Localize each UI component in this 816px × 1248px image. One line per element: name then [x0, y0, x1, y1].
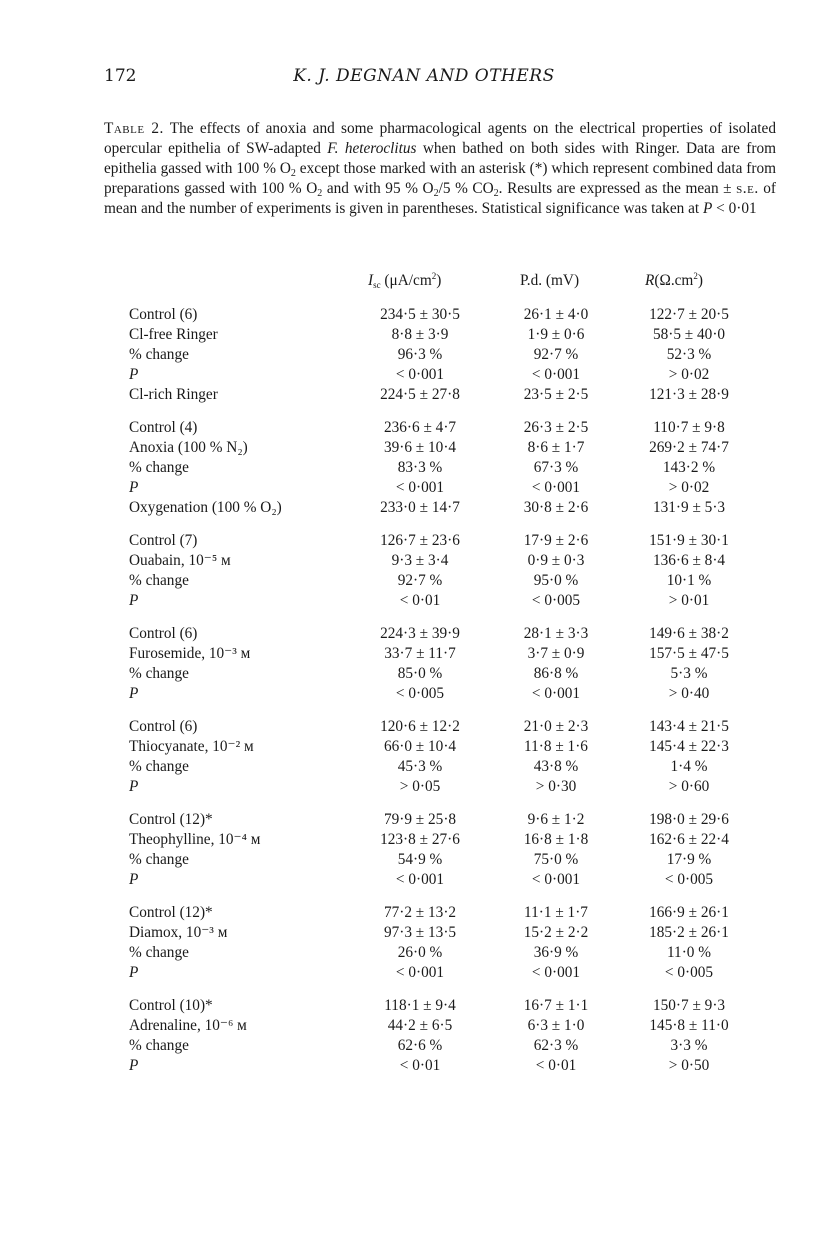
p-symbol: P	[702, 200, 713, 217]
caption-text: and with 95 % O	[322, 180, 434, 197]
table-row	[0, 438, 816, 458]
cell-resistance: 185·2 ± 26·1	[649, 924, 729, 941]
table-row	[0, 830, 816, 850]
row-label: Diamox, 10⁻³ ᴍ	[129, 924, 228, 941]
cell-isc: < 0·001	[395, 366, 445, 383]
row-label: Thiocyanate, 10⁻² ᴍ	[129, 738, 254, 755]
subscript: 2	[433, 188, 439, 199]
row-label: % change	[129, 346, 189, 363]
cell-pd: < 0·001	[531, 964, 581, 981]
table-row	[0, 325, 816, 345]
data-table	[0, 305, 816, 1089]
row-label: Adrenaline, 10⁻⁶ ᴍ	[129, 1017, 247, 1034]
cell-resistance: > 0·02	[668, 366, 710, 383]
caption-text: The effects of anoxia and some pharmacological agents on the electrical properties of isolated opercular epithelia of SW-adapted	[104, 120, 776, 157]
cell-resistance: < 0·005	[664, 964, 714, 981]
cell-resistance: 150·7 ± 9·3	[652, 997, 726, 1014]
cell-pd: 95·0 %	[533, 572, 579, 589]
table-row	[0, 365, 816, 385]
row-label: Control (10)*	[129, 997, 213, 1014]
cell-pd: 23·5 ± 2·5	[523, 386, 589, 403]
row-label: P	[129, 366, 139, 383]
caption-text: /5 % CO	[438, 180, 494, 197]
row-label: Cl-free Ringer	[129, 326, 218, 343]
caption-text: . Results are expressed as the mean ±	[498, 180, 737, 197]
row-label: % change	[129, 851, 189, 868]
cell-resistance: 143·4 ± 21·5	[649, 718, 729, 735]
species-name: F. heteroclitus	[327, 140, 417, 157]
cell-pd: 0·9 ± 0·3	[527, 552, 585, 569]
cell-resistance: > 0·40	[668, 685, 710, 702]
cell-isc: 234·5 ± 30·5	[380, 306, 460, 323]
cell-resistance: 3·3 %	[670, 1037, 708, 1054]
cell-pd: 3·7 ± 0·9	[527, 645, 585, 662]
cell-resistance: 269·2 ± 74·7	[649, 439, 729, 456]
table-row	[0, 850, 816, 870]
row-label: Cl-rich Ringer	[129, 386, 218, 403]
cell-isc: 96·3 %	[397, 346, 443, 363]
row-label: P	[129, 871, 139, 888]
row-label: P	[129, 1057, 139, 1074]
row-label: P	[129, 592, 139, 609]
caption-text: except those marked with an asterisk (*) which represent combined data from preparations gassed with 100 % O	[104, 160, 776, 197]
cell-resistance: 122·7 ± 20·5	[649, 306, 729, 323]
row-label: P	[129, 479, 139, 496]
cell-pd: 21·0 ± 2·3	[523, 718, 589, 735]
cell-pd: 11·8 ± 1·6	[524, 738, 588, 755]
cell-pd: 92·7 %	[533, 346, 579, 363]
cell-isc: < 0·01	[399, 1057, 441, 1074]
cell-resistance: 1·4 %	[670, 758, 708, 775]
cell-pd: 26·1 ± 4·0	[523, 306, 589, 323]
row-label: Control (4)	[129, 419, 198, 436]
cell-resistance: 10·1 %	[666, 572, 712, 589]
table-row	[0, 996, 816, 1016]
cell-resistance: > 0·60	[668, 778, 710, 795]
cell-isc: 77·2 ± 13·2	[383, 904, 457, 921]
cell-resistance: 198·0 ± 29·6	[649, 811, 729, 828]
table-group	[0, 996, 816, 1076]
caption-text: when bathed on both sides with Ringer. Data are from epithelia gassed with 100 % O	[104, 140, 777, 177]
row-label: Ouabain, 10⁻⁵ ᴍ	[129, 552, 231, 569]
row-label: P	[129, 964, 139, 981]
cell-resistance: 5·3 %	[670, 665, 708, 682]
table-row	[0, 943, 816, 963]
cell-isc: 123·8 ± 27·6	[380, 831, 460, 848]
row-label: Control (12)*	[129, 904, 213, 921]
row-label: P	[129, 685, 139, 702]
table-group	[0, 624, 816, 704]
row-label: Control (6)	[129, 718, 198, 735]
cell-resistance: 136·6 ± 8·4	[652, 552, 726, 569]
table-row	[0, 644, 816, 664]
se-abbrev: s.e.	[736, 180, 759, 197]
table-group	[0, 903, 816, 983]
row-label: % change	[129, 665, 189, 682]
row-label: % change	[129, 1037, 189, 1054]
cell-pd: 43·8 %	[533, 758, 579, 775]
caption-text: of mean and the number of experiments is given in parentheses. Statistical significance was taken at	[104, 180, 777, 217]
cell-resistance: 17·9 %	[666, 851, 712, 868]
cell-resistance: 162·6 ± 22·4	[649, 831, 729, 848]
cell-isc: 83·3 %	[397, 459, 443, 476]
cell-isc: 97·3 ± 13·5	[383, 924, 457, 941]
cell-resistance: 110·7 ± 9·8	[653, 419, 725, 436]
running-head: K. J. DEGNAN AND OTHERS	[293, 66, 555, 86]
cell-pd: < 0·001	[531, 366, 581, 383]
cell-isc: 9·3 ± 3·4	[391, 552, 449, 569]
cell-isc: < 0·001	[395, 479, 445, 496]
cell-isc: < 0·001	[395, 871, 445, 888]
cell-pd: > 0·30	[535, 778, 577, 795]
caption-text: < 0·01	[712, 200, 757, 217]
cell-isc: < 0·001	[395, 964, 445, 981]
table-row	[0, 717, 816, 737]
subscript: 2	[493, 188, 499, 199]
table-row	[0, 1056, 816, 1076]
table-label: Table 2.	[104, 120, 164, 137]
table-row	[0, 305, 816, 325]
table-row	[0, 571, 816, 591]
table-row	[0, 664, 816, 684]
table-group	[0, 810, 816, 890]
cell-isc: 8·8 ± 3·9	[391, 326, 449, 343]
cell-isc: 45·3 %	[397, 758, 443, 775]
cell-pd: < 0·001	[531, 871, 581, 888]
cell-pd: 16·8 ± 1·8	[523, 831, 589, 848]
cell-pd: < 0·005	[531, 592, 581, 609]
cell-isc: < 0·01	[399, 592, 441, 609]
cell-resistance: 157·5 ± 47·5	[649, 645, 729, 662]
row-label: Anoxia (100 % N₂)	[129, 439, 248, 456]
cell-pd: 26·3 ± 2·5	[523, 419, 589, 436]
cell-pd: 15·2 ± 2·2	[523, 924, 589, 941]
column-header-resistance: $R(\Omega.cm^2)$	[645, 270, 703, 289]
cell-pd: 1·9 ± 0·6	[527, 326, 585, 343]
cell-resistance: 52·3 %	[666, 346, 712, 363]
cell-isc: > 0·05	[399, 778, 441, 795]
table-row	[0, 591, 816, 611]
cell-pd: < 0·001	[531, 479, 581, 496]
row-label: Control (6)	[129, 625, 198, 642]
table-row	[0, 757, 816, 777]
table-group	[0, 305, 816, 405]
table-row	[0, 478, 816, 498]
cell-pd: 28·1 ± 3·3	[523, 625, 589, 642]
cell-resistance: 145·8 ± 11·0	[649, 1017, 729, 1034]
cell-resistance: < 0·005	[664, 871, 714, 888]
table-row	[0, 903, 816, 923]
row-label: Theophylline, 10⁻⁴ ᴍ	[129, 831, 261, 848]
cell-isc: 44·2 ± 6·5	[387, 1017, 453, 1034]
cell-pd: 9·6 ± 1·2	[527, 811, 585, 828]
cell-pd: 16·7 ± 1·1	[523, 997, 589, 1014]
table-row	[0, 551, 816, 571]
table-row	[0, 737, 816, 757]
cell-resistance: > 0·02	[668, 479, 710, 496]
cell-pd: 11·1 ± 1·7	[524, 904, 588, 921]
cell-pd: 36·9 %	[533, 944, 579, 961]
cell-isc: 79·9 ± 25·8	[383, 811, 457, 828]
cell-isc: 236·6 ± 4·7	[383, 419, 457, 436]
cell-pd: 67·3 %	[533, 459, 579, 476]
row-label: Control (12)*	[129, 811, 213, 828]
cell-isc: 118·1 ± 9·4	[384, 997, 456, 1014]
cell-isc: 54·9 %	[397, 851, 443, 868]
row-label: Furosemide, 10⁻³ ᴍ	[129, 645, 251, 662]
cell-isc: 33·7 ± 11·7	[384, 645, 456, 662]
table-row	[0, 810, 816, 830]
table-row	[0, 923, 816, 943]
table-row	[0, 963, 816, 983]
row-label: P	[129, 778, 139, 795]
table-row	[0, 385, 816, 405]
row-label: % change	[129, 572, 189, 589]
table-group	[0, 418, 816, 518]
cell-isc: 224·5 ± 27·8	[380, 386, 460, 403]
table-row	[0, 1016, 816, 1036]
page-number: 172	[104, 66, 137, 86]
cell-isc: 85·0 %	[397, 665, 443, 682]
cell-resistance: 11·0 %	[666, 944, 712, 961]
table-row	[0, 531, 816, 551]
cell-isc: 66·0 ± 10·4	[383, 738, 457, 755]
row-label: Control (6)	[129, 306, 198, 323]
row-label: % change	[129, 459, 189, 476]
cell-isc: 233·0 ± 14·7	[380, 499, 460, 516]
cell-resistance: 166·9 ± 26·1	[649, 904, 729, 921]
cell-resistance: 131·9 ± 5·3	[652, 499, 726, 516]
cell-resistance: 151·9 ± 30·1	[649, 532, 729, 549]
row-label: % change	[129, 944, 189, 961]
cell-resistance: > 0·50	[668, 1057, 710, 1074]
cell-isc: < 0·005	[395, 685, 445, 702]
table-group	[0, 717, 816, 797]
cell-pd: 6·3 ± 1·0	[527, 1017, 585, 1034]
page-header	[104, 66, 744, 94]
cell-pd: < 0·001	[531, 685, 581, 702]
cell-pd: 30·8 ± 2·6	[523, 499, 589, 516]
table-group	[0, 531, 816, 611]
cell-resistance: 121·3 ± 28·9	[649, 386, 729, 403]
table-row	[0, 777, 816, 797]
cell-resistance: 143·2 %	[662, 459, 716, 476]
cell-isc: 26·0 %	[397, 944, 443, 961]
column-header-isc: $I_{sc}$ $(\mu A/cm^2)$	[368, 270, 442, 290]
cell-isc: 39·6 ± 10·4	[383, 439, 457, 456]
cell-isc: 126·7 ± 23·6	[380, 532, 460, 549]
cell-resistance: 58·5 ± 40·0	[652, 326, 726, 343]
column-headers	[0, 272, 816, 294]
table-row	[0, 1036, 816, 1056]
row-label: Control (7)	[129, 532, 198, 549]
row-label: Oxygenation (100 % O₂)	[129, 499, 282, 516]
table-row	[0, 458, 816, 478]
cell-resistance: 145·4 ± 22·3	[649, 738, 729, 755]
table-row	[0, 870, 816, 890]
row-label: % change	[129, 758, 189, 775]
table-row	[0, 345, 816, 365]
cell-resistance: > 0·01	[668, 592, 710, 609]
table-caption	[104, 119, 776, 219]
subscript: 2	[317, 188, 323, 199]
cell-isc: 92·7 %	[397, 572, 443, 589]
column-header-pd: P.d. (mV)	[520, 272, 580, 289]
cell-resistance: 149·6 ± 38·2	[649, 625, 729, 642]
table-row	[0, 624, 816, 644]
cell-isc: 62·6 %	[397, 1037, 443, 1054]
cell-pd: < 0·01	[535, 1057, 577, 1074]
subscript: 2	[290, 168, 296, 179]
table-row	[0, 418, 816, 438]
cell-pd: 8·6 ± 1·7	[527, 439, 585, 456]
cell-pd: 75·0 %	[533, 851, 579, 868]
table-row	[0, 498, 816, 518]
cell-isc: 120·6 ± 12·2	[380, 718, 460, 735]
table-row	[0, 684, 816, 704]
cell-pd: 17·9 ± 2·6	[523, 532, 589, 549]
cell-pd: 62·3 %	[533, 1037, 579, 1054]
cell-pd: 86·8 %	[533, 665, 579, 682]
cell-isc: 224·3 ± 39·9	[380, 625, 460, 642]
